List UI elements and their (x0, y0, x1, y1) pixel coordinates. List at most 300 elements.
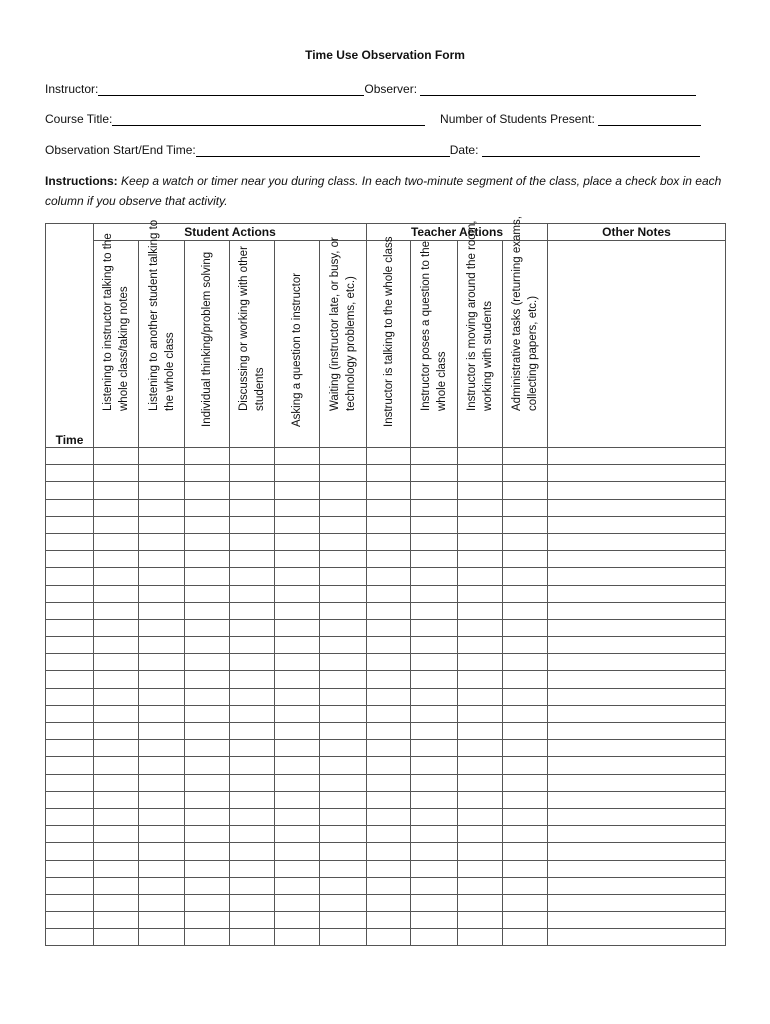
check-cell[interactable] (185, 808, 230, 825)
check-cell[interactable] (275, 894, 320, 911)
time-cell[interactable] (46, 482, 94, 499)
notes-cell[interactable] (548, 860, 726, 877)
check-cell[interactable] (94, 757, 139, 774)
check-cell[interactable] (320, 894, 367, 911)
check-cell[interactable] (230, 568, 275, 585)
check-cell[interactable] (275, 533, 320, 550)
check-cell[interactable] (503, 533, 548, 550)
check-cell[interactable] (94, 533, 139, 550)
check-cell[interactable] (411, 774, 458, 791)
check-cell[interactable] (458, 774, 503, 791)
check-cell[interactable] (411, 843, 458, 860)
check-cell[interactable] (185, 740, 230, 757)
time-cell[interactable] (46, 619, 94, 636)
check-cell[interactable] (411, 894, 458, 911)
time-cell[interactable] (46, 448, 94, 465)
time-cell[interactable] (46, 791, 94, 808)
check-cell[interactable] (458, 533, 503, 550)
check-cell[interactable] (458, 619, 503, 636)
check-cell[interactable] (139, 465, 185, 482)
check-cell[interactable] (230, 482, 275, 499)
check-cell[interactable] (411, 465, 458, 482)
check-cell[interactable] (94, 482, 139, 499)
check-cell[interactable] (230, 843, 275, 860)
check-cell[interactable] (94, 448, 139, 465)
check-cell[interactable] (139, 877, 185, 894)
check-cell[interactable] (503, 843, 548, 860)
check-cell[interactable] (230, 533, 275, 550)
check-cell[interactable] (230, 671, 275, 688)
check-cell[interactable] (503, 826, 548, 843)
time-cell[interactable] (46, 705, 94, 722)
check-cell[interactable] (320, 619, 367, 636)
check-cell[interactable] (458, 723, 503, 740)
check-cell[interactable] (139, 826, 185, 843)
check-cell[interactable] (230, 808, 275, 825)
check-cell[interactable] (458, 705, 503, 722)
check-cell[interactable] (139, 774, 185, 791)
time-cell[interactable] (46, 843, 94, 860)
check-cell[interactable] (367, 774, 411, 791)
check-cell[interactable] (367, 912, 411, 929)
check-cell[interactable] (458, 637, 503, 654)
notes-cell[interactable] (548, 688, 726, 705)
instructor-field[interactable] (98, 83, 364, 96)
check-cell[interactable] (411, 723, 458, 740)
time-cell[interactable] (46, 688, 94, 705)
check-cell[interactable] (94, 516, 139, 533)
check-cell[interactable] (503, 654, 548, 671)
check-cell[interactable] (320, 499, 367, 516)
check-cell[interactable] (275, 551, 320, 568)
course-title-field[interactable] (112, 113, 425, 126)
notes-cell[interactable] (548, 723, 726, 740)
check-cell[interactable] (230, 688, 275, 705)
check-cell[interactable] (503, 585, 548, 602)
check-cell[interactable] (503, 723, 548, 740)
notes-cell[interactable] (548, 826, 726, 843)
time-cell[interactable] (46, 877, 94, 894)
check-cell[interactable] (275, 602, 320, 619)
notes-cell[interactable] (548, 482, 726, 499)
check-cell[interactable] (230, 499, 275, 516)
check-cell[interactable] (275, 808, 320, 825)
check-cell[interactable] (94, 602, 139, 619)
check-cell[interactable] (411, 499, 458, 516)
check-cell[interactable] (458, 688, 503, 705)
check-cell[interactable] (320, 791, 367, 808)
check-cell[interactable] (275, 705, 320, 722)
check-cell[interactable] (367, 465, 411, 482)
check-cell[interactable] (230, 637, 275, 654)
check-cell[interactable] (139, 654, 185, 671)
notes-cell[interactable] (548, 791, 726, 808)
check-cell[interactable] (411, 448, 458, 465)
notes-cell[interactable] (548, 705, 726, 722)
check-cell[interactable] (139, 860, 185, 877)
check-cell[interactable] (367, 585, 411, 602)
check-cell[interactable] (230, 791, 275, 808)
check-cell[interactable] (94, 551, 139, 568)
check-cell[interactable] (411, 585, 458, 602)
check-cell[interactable] (139, 912, 185, 929)
notes-cell[interactable] (548, 533, 726, 550)
check-cell[interactable] (139, 688, 185, 705)
check-cell[interactable] (503, 912, 548, 929)
check-cell[interactable] (458, 499, 503, 516)
check-cell[interactable] (230, 516, 275, 533)
check-cell[interactable] (139, 602, 185, 619)
check-cell[interactable] (94, 843, 139, 860)
check-cell[interactable] (503, 757, 548, 774)
check-cell[interactable] (503, 894, 548, 911)
notes-cell[interactable] (548, 568, 726, 585)
check-cell[interactable] (503, 740, 548, 757)
check-cell[interactable] (411, 602, 458, 619)
check-cell[interactable] (458, 585, 503, 602)
notes-cell[interactable] (548, 808, 726, 825)
check-cell[interactable] (275, 688, 320, 705)
check-cell[interactable] (320, 757, 367, 774)
check-cell[interactable] (139, 791, 185, 808)
notes-cell[interactable] (548, 448, 726, 465)
check-cell[interactable] (139, 723, 185, 740)
check-cell[interactable] (320, 929, 367, 946)
check-cell[interactable] (94, 619, 139, 636)
check-cell[interactable] (139, 568, 185, 585)
notes-cell[interactable] (548, 843, 726, 860)
check-cell[interactable] (458, 654, 503, 671)
check-cell[interactable] (320, 671, 367, 688)
check-cell[interactable] (139, 705, 185, 722)
check-cell[interactable] (94, 929, 139, 946)
check-cell[interactable] (411, 705, 458, 722)
check-cell[interactable] (458, 860, 503, 877)
check-cell[interactable] (94, 654, 139, 671)
check-cell[interactable] (503, 791, 548, 808)
check-cell[interactable] (503, 877, 548, 894)
time-cell[interactable] (46, 774, 94, 791)
check-cell[interactable] (411, 808, 458, 825)
check-cell[interactable] (275, 757, 320, 774)
time-cell[interactable] (46, 808, 94, 825)
check-cell[interactable] (367, 551, 411, 568)
check-cell[interactable] (185, 791, 230, 808)
check-cell[interactable] (320, 877, 367, 894)
check-cell[interactable] (139, 808, 185, 825)
check-cell[interactable] (139, 499, 185, 516)
check-cell[interactable] (458, 568, 503, 585)
check-cell[interactable] (320, 516, 367, 533)
check-cell[interactable] (411, 688, 458, 705)
check-cell[interactable] (458, 826, 503, 843)
check-cell[interactable] (320, 723, 367, 740)
check-cell[interactable] (367, 654, 411, 671)
check-cell[interactable] (367, 499, 411, 516)
check-cell[interactable] (94, 671, 139, 688)
check-cell[interactable] (275, 843, 320, 860)
notes-cell[interactable] (548, 877, 726, 894)
check-cell[interactable] (503, 637, 548, 654)
check-cell[interactable] (411, 551, 458, 568)
check-cell[interactable] (275, 723, 320, 740)
check-cell[interactable] (411, 929, 458, 946)
check-cell[interactable] (320, 482, 367, 499)
check-cell[interactable] (139, 894, 185, 911)
check-cell[interactable] (230, 602, 275, 619)
check-cell[interactable] (230, 723, 275, 740)
check-cell[interactable] (411, 619, 458, 636)
check-cell[interactable] (275, 637, 320, 654)
check-cell[interactable] (367, 723, 411, 740)
check-cell[interactable] (94, 826, 139, 843)
check-cell[interactable] (275, 929, 320, 946)
check-cell[interactable] (458, 516, 503, 533)
check-cell[interactable] (230, 894, 275, 911)
check-cell[interactable] (320, 533, 367, 550)
check-cell[interactable] (367, 705, 411, 722)
notes-cell[interactable] (548, 654, 726, 671)
check-cell[interactable] (367, 688, 411, 705)
check-cell[interactable] (94, 894, 139, 911)
time-cell[interactable] (46, 516, 94, 533)
time-cell[interactable] (46, 929, 94, 946)
check-cell[interactable] (503, 671, 548, 688)
check-cell[interactable] (458, 791, 503, 808)
check-cell[interactable] (503, 482, 548, 499)
check-cell[interactable] (185, 619, 230, 636)
check-cell[interactable] (367, 757, 411, 774)
check-cell[interactable] (458, 740, 503, 757)
check-cell[interactable] (185, 705, 230, 722)
check-cell[interactable] (411, 637, 458, 654)
check-cell[interactable] (185, 602, 230, 619)
check-cell[interactable] (458, 877, 503, 894)
check-cell[interactable] (411, 877, 458, 894)
num-students-field[interactable] (598, 113, 701, 126)
start-end-field[interactable] (196, 144, 450, 157)
check-cell[interactable] (411, 757, 458, 774)
check-cell[interactable] (94, 568, 139, 585)
check-cell[interactable] (230, 860, 275, 877)
check-cell[interactable] (458, 929, 503, 946)
check-cell[interactable] (411, 860, 458, 877)
check-cell[interactable] (275, 619, 320, 636)
check-cell[interactable] (185, 654, 230, 671)
check-cell[interactable] (503, 619, 548, 636)
check-cell[interactable] (94, 705, 139, 722)
check-cell[interactable] (458, 482, 503, 499)
check-cell[interactable] (275, 568, 320, 585)
check-cell[interactable] (94, 585, 139, 602)
check-cell[interactable] (367, 568, 411, 585)
check-cell[interactable] (458, 757, 503, 774)
check-cell[interactable] (320, 912, 367, 929)
check-cell[interactable] (275, 826, 320, 843)
time-cell[interactable] (46, 465, 94, 482)
notes-cell[interactable] (548, 619, 726, 636)
check-cell[interactable] (275, 465, 320, 482)
check-cell[interactable] (503, 499, 548, 516)
check-cell[interactable] (367, 877, 411, 894)
time-cell[interactable] (46, 826, 94, 843)
check-cell[interactable] (367, 843, 411, 860)
check-cell[interactable] (275, 912, 320, 929)
check-cell[interactable] (230, 774, 275, 791)
check-cell[interactable] (185, 929, 230, 946)
check-cell[interactable] (185, 688, 230, 705)
check-cell[interactable] (411, 791, 458, 808)
check-cell[interactable] (367, 860, 411, 877)
check-cell[interactable] (275, 448, 320, 465)
check-cell[interactable] (94, 465, 139, 482)
check-cell[interactable] (458, 465, 503, 482)
check-cell[interactable] (411, 826, 458, 843)
check-cell[interactable] (503, 705, 548, 722)
check-cell[interactable] (139, 516, 185, 533)
check-cell[interactable] (367, 894, 411, 911)
check-cell[interactable] (367, 791, 411, 808)
check-cell[interactable] (320, 860, 367, 877)
check-cell[interactable] (458, 894, 503, 911)
check-cell[interactable] (185, 860, 230, 877)
check-cell[interactable] (367, 808, 411, 825)
check-cell[interactable] (275, 585, 320, 602)
check-cell[interactable] (185, 912, 230, 929)
check-cell[interactable] (503, 551, 548, 568)
check-cell[interactable] (94, 808, 139, 825)
check-cell[interactable] (230, 826, 275, 843)
check-cell[interactable] (275, 654, 320, 671)
check-cell[interactable] (230, 585, 275, 602)
notes-cell[interactable] (548, 499, 726, 516)
check-cell[interactable] (503, 516, 548, 533)
check-cell[interactable] (320, 843, 367, 860)
check-cell[interactable] (320, 568, 367, 585)
check-cell[interactable] (185, 568, 230, 585)
check-cell[interactable] (320, 465, 367, 482)
check-cell[interactable] (139, 843, 185, 860)
time-cell[interactable] (46, 740, 94, 757)
time-cell[interactable] (46, 654, 94, 671)
check-cell[interactable] (230, 877, 275, 894)
check-cell[interactable] (367, 637, 411, 654)
check-cell[interactable] (185, 585, 230, 602)
check-cell[interactable] (320, 637, 367, 654)
check-cell[interactable] (94, 637, 139, 654)
check-cell[interactable] (139, 671, 185, 688)
check-cell[interactable] (411, 482, 458, 499)
check-cell[interactable] (503, 860, 548, 877)
check-cell[interactable] (275, 516, 320, 533)
notes-cell[interactable] (548, 585, 726, 602)
check-cell[interactable] (185, 533, 230, 550)
check-cell[interactable] (185, 465, 230, 482)
check-cell[interactable] (367, 929, 411, 946)
check-cell[interactable] (230, 757, 275, 774)
check-cell[interactable] (411, 516, 458, 533)
check-cell[interactable] (503, 568, 548, 585)
check-cell[interactable] (503, 448, 548, 465)
time-cell[interactable] (46, 894, 94, 911)
check-cell[interactable] (185, 671, 230, 688)
time-cell[interactable] (46, 551, 94, 568)
check-cell[interactable] (503, 465, 548, 482)
notes-cell[interactable] (548, 757, 726, 774)
check-cell[interactable] (185, 757, 230, 774)
notes-cell[interactable] (548, 637, 726, 654)
check-cell[interactable] (94, 740, 139, 757)
check-cell[interactable] (230, 912, 275, 929)
check-cell[interactable] (503, 602, 548, 619)
time-cell[interactable] (46, 671, 94, 688)
check-cell[interactable] (503, 688, 548, 705)
check-cell[interactable] (503, 774, 548, 791)
check-cell[interactable] (275, 877, 320, 894)
notes-cell[interactable] (548, 894, 726, 911)
check-cell[interactable] (411, 533, 458, 550)
check-cell[interactable] (94, 723, 139, 740)
check-cell[interactable] (367, 482, 411, 499)
check-cell[interactable] (94, 774, 139, 791)
time-cell[interactable] (46, 499, 94, 516)
check-cell[interactable] (94, 791, 139, 808)
check-cell[interactable] (458, 808, 503, 825)
notes-cell[interactable] (548, 740, 726, 757)
check-cell[interactable] (367, 448, 411, 465)
check-cell[interactable] (411, 912, 458, 929)
time-cell[interactable] (46, 602, 94, 619)
check-cell[interactable] (185, 774, 230, 791)
check-cell[interactable] (185, 637, 230, 654)
check-cell[interactable] (458, 551, 503, 568)
check-cell[interactable] (320, 740, 367, 757)
check-cell[interactable] (185, 516, 230, 533)
time-cell[interactable] (46, 912, 94, 929)
observer-field[interactable] (420, 83, 696, 96)
check-cell[interactable] (94, 688, 139, 705)
check-cell[interactable] (367, 619, 411, 636)
check-cell[interactable] (320, 551, 367, 568)
check-cell[interactable] (320, 774, 367, 791)
time-cell[interactable] (46, 860, 94, 877)
check-cell[interactable] (230, 619, 275, 636)
notes-cell[interactable] (548, 602, 726, 619)
check-cell[interactable] (139, 757, 185, 774)
check-cell[interactable] (411, 740, 458, 757)
check-cell[interactable] (139, 637, 185, 654)
notes-cell[interactable] (548, 774, 726, 791)
check-cell[interactable] (94, 912, 139, 929)
check-cell[interactable] (139, 448, 185, 465)
check-cell[interactable] (275, 740, 320, 757)
check-cell[interactable] (185, 499, 230, 516)
check-cell[interactable] (458, 602, 503, 619)
check-cell[interactable] (367, 602, 411, 619)
check-cell[interactable] (503, 929, 548, 946)
check-cell[interactable] (367, 740, 411, 757)
time-cell[interactable] (46, 637, 94, 654)
check-cell[interactable] (230, 654, 275, 671)
check-cell[interactable] (185, 482, 230, 499)
check-cell[interactable] (139, 482, 185, 499)
check-cell[interactable] (185, 723, 230, 740)
check-cell[interactable] (230, 740, 275, 757)
check-cell[interactable] (275, 499, 320, 516)
notes-cell[interactable] (548, 912, 726, 929)
time-cell[interactable] (46, 568, 94, 585)
check-cell[interactable] (139, 551, 185, 568)
